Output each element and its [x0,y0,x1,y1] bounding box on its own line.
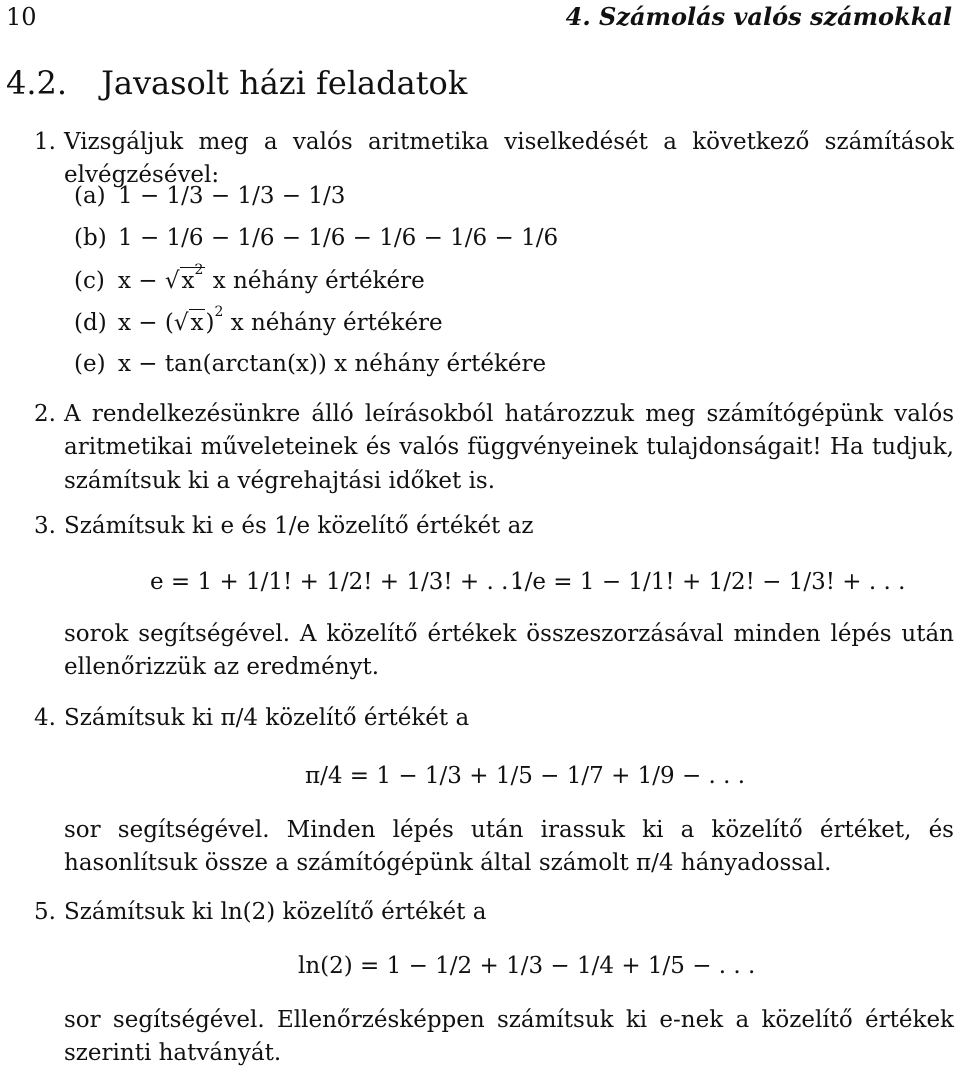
exponent: 2 [214,304,224,320]
task-continuation: sor segítségével. Minden lépés után irassuk ki a közelítő értéket, és hasonlítsuk össze a számítógépünk által számolt π/4 hányadossal. [64,817,954,877]
equation-e: e = 1 + 1/1! + 1/2! + 1/3! + . . . [150,569,524,595]
task-text: Számítsuk ki e és 1/e közelítő értékét az [64,513,534,539]
equation-inverse-e: 1/e = 1 − 1/1! + 1/2! − 1/3! + . . . [510,569,906,595]
expression-prefix: x − [118,268,165,294]
section-number: 4.2. [6,64,68,102]
task-number: 4. [34,705,56,731]
section-heading [6,60,467,106]
subtask-e [74,348,546,381]
task-continuation: sorok segítségével. A közelítő értékek összeszorzásával minden lépés után ellenőrizzük az eredményt. [64,621,954,681]
section-title: Javasolt házi feladatok [101,64,468,102]
subtask-label: (c) [74,268,105,294]
subtask-d [74,306,443,340]
task-5 [34,896,954,929]
page-number: 10 [6,3,37,31]
subtask-expression: 1 − 1/6 − 1/6 − 1/6 − 1/6 − 1/6 − 1/6 [118,225,559,251]
equation-ln2: ln(2) = 1 − 1/2 + 1/3 − 1/4 + 1/5 − . . . [298,953,756,979]
task-2 [34,398,954,498]
task-continuation: sor segítségével. Ellenőrzésképpen számítsuk ki e-nek a közelítő értékek szerinti hatványát. [64,1007,954,1067]
sqrt-sign: √ [173,310,189,336]
task-number: 2. [34,401,56,427]
task-text: A rendelkezésünkre álló leírásokból határozzuk meg számítógépünk valós aritmetikai műveleteinek és valós függvényeinek tulajdonságait! Ha tudjuk, számítsuk ki a végrehajtási időket is. [64,401,954,494]
task-text: Számítsuk ki π/4 közelítő értékét a [64,705,470,731]
subtask-label: (b) [74,225,107,251]
subtask-c [74,264,425,298]
sqrt-sign: √ [164,268,180,294]
task-number: 1. [34,129,56,155]
task-3 [34,510,954,543]
expression-suffix: x néhány értékére [205,268,425,294]
chapter-title: 4. Számolás valós számokkal [565,2,952,31]
task-text: Számítsuk ki ln(2) közelítő értékét a [64,899,487,925]
subtask-expression: 1 − 1/3 − 1/3 − 1/3 [118,183,346,209]
task-number: 3. [34,513,56,539]
task-text: Vizsgáljuk meg a valós aritmetika viselkedését a következő számítások elvégzésével: [64,129,954,189]
radicand: $x^2$ [181,262,204,294]
subtask-b [74,222,558,255]
subtask-label: (d) [74,310,107,336]
equation-pi: π/4 = 1 − 1/3 + 1/5 − 1/7 + 1/9 − . . . [305,763,746,789]
task-number: 5. [34,899,56,925]
subtask-a [74,180,345,213]
subtask-expression: x − tan(arctan(x)) x néhány értékére [118,351,547,377]
subtask-label: (a) [74,183,106,209]
task-4 [34,702,954,735]
radicand: x [190,310,204,336]
expression-suffix: x néhány értékére [223,310,443,336]
closing-paren: ) [205,310,215,336]
expression-prefix: x − ( [118,310,174,336]
subtask-label: (e) [74,351,106,377]
running-header [6,0,952,34]
